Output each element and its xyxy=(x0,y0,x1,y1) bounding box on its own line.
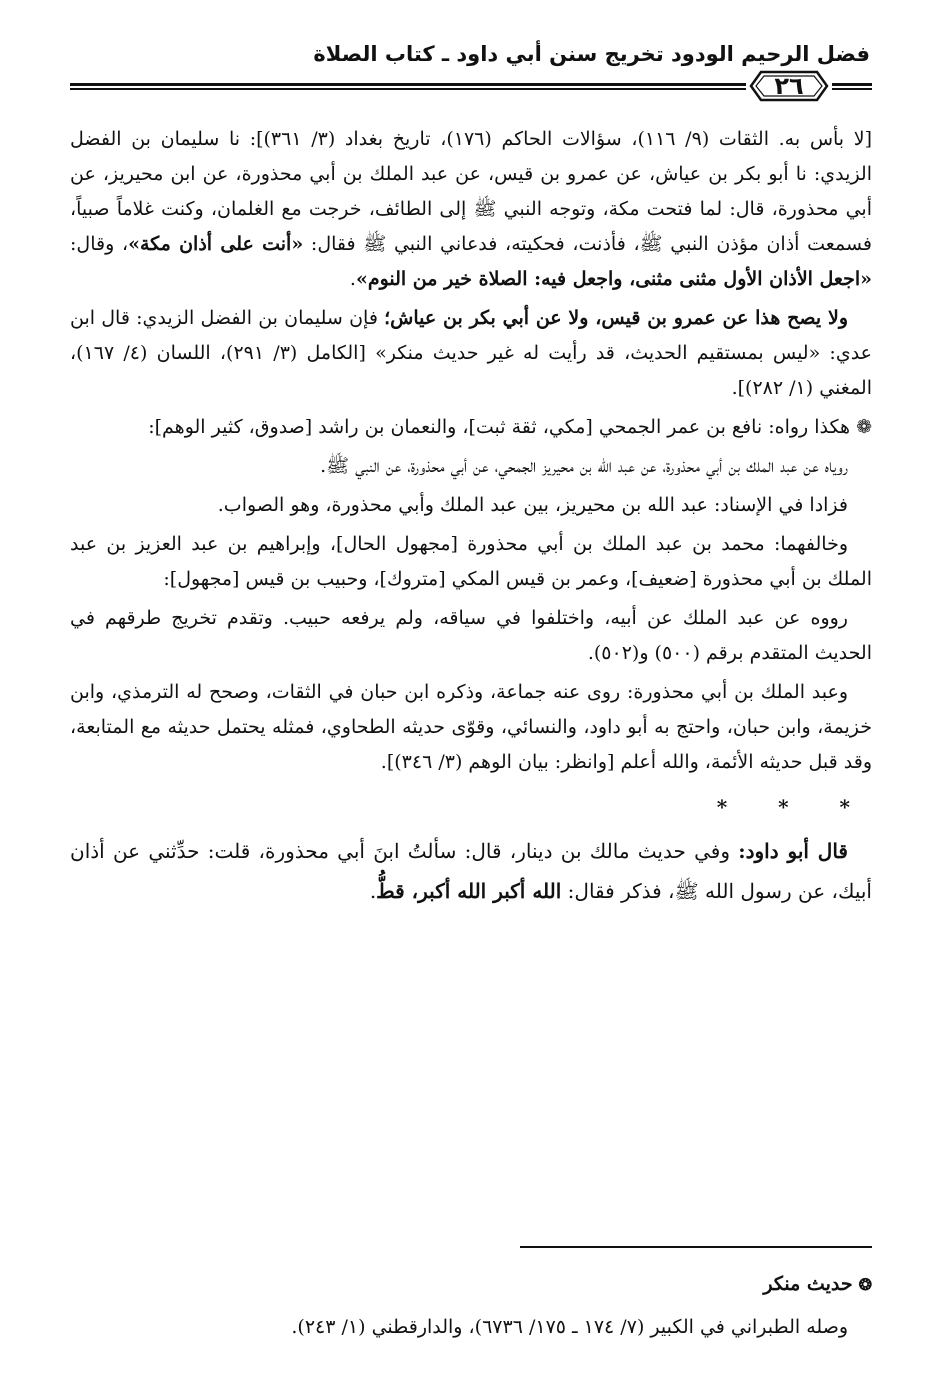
hadith-quote: «أنت على أذان مكة» xyxy=(128,233,304,255)
paragraph-text: هكذا رواه: نافع بن عمر الجمحي [مكي، ثقة ثبت]، والنعمان بن راشد [صدوق، كثير الوهم]: xyxy=(148,416,851,438)
paragraph-text: . xyxy=(369,879,377,903)
paragraph xyxy=(70,122,872,297)
paragraph-text: فإن سليمان بن الفضل الزيدي: قال ابن عدي: «ليس بمستقيم الحديث، قد رأيت له غير حديث منكر» [الكامل (٣/ ٢٩١)، اللسان (٤/ ١٦٧)، المغني (١/ ٢٨٢)]. xyxy=(70,307,873,399)
paragraph xyxy=(70,410,872,445)
paragraph-text: [لا بأس به. الثقات (٩/ ١١٦)، سؤالات الحاكم (١٧٦)، تاريخ بغداد (٣/ ٣٦١)]: نا سليمان بن الفضل الزيدي: نا أبو بكر بن عياش، عن عمرو بن قيس، عن عبد الملك بن أبي محذورة، عن ابن محيريز، عن أبي محذورة، قال: لما فتحت مكة، وتوجه النبي ﷺ إلى الطائف، خرجت مع الغلمان، وكنت غلاماً صبياً، فسمعت أذان مؤذن النبي ﷺ، فأذنت، فحكيته، فدعاني النبي ﷺ فقال: xyxy=(70,128,872,255)
abu-dawud-text xyxy=(70,831,872,911)
paragraph-text: . xyxy=(349,268,356,290)
paragraph-text: وعبد الملك بن أبي محذورة: روى عنه جماعة، وذكره ابن حبان في الثقات، وصحح له الترمذي، وابن خزيمة، وابن حبان، واحتج به أبو داود، والنسائي، وقوّى حديثه الطحاوي، فمثله يحتمل حديثه مع المتابعة، وقد قبل حديثه الأئمة، والله أعلم [وانظر: بيان الوهم (٣/ ٣٤٦)]. xyxy=(70,681,872,773)
paragraph xyxy=(70,675,872,780)
footnote-heading-text: حديث منكر xyxy=(763,1273,853,1295)
footnote-text: وصله الطبراني في الكبير (٧/ ١٧٤ ـ ١٧٥/ ٦٧٣٦)، والدارقطني (١/ ٢٤٣). xyxy=(291,1316,848,1338)
header-rule xyxy=(70,83,746,86)
page-number-frame xyxy=(745,66,833,106)
header-rule-right xyxy=(832,83,872,86)
running-header-title: فضل الرحيم الودود تخريج سنن أبي داود ـ كتاب الصلاة xyxy=(313,42,870,66)
paragraph-text: وفي حديث مالك بن دينار، قال: سألتُ ابنَ أبي محذورة، قلت: حدِّثني عن أذان أبيك، عن رسول الله ﷺ، فذكر فقال: xyxy=(70,839,872,903)
hadith-quote: الله أكبر الله أكبر، قطُّ xyxy=(376,879,562,903)
paragraph-text: وخالفهما: محمد بن عبد الملك بن أبي محذورة [مجهول الحال]، وإبراهيم بن عبد العزيز بن عبد الملك بن أبي محذورة [ضعيف]، وعمر بن قيس المكي [متروك]، وحبيب بن قيس [مجهول]: xyxy=(70,533,872,590)
section-marker-icon: ❁ xyxy=(856,416,872,438)
paragraph-text: فزادا في الإسناد: عبد الله بن محيريز، بين عبد الملك وأبي محذورة، وهو الصواب. xyxy=(217,494,848,516)
paragraph-text: رووه عن عبد الملك عن أبيه، واختلفوا في سياقه، ولم يرفعه حبيب. وتقدم تخريج طرقهم في الحديث المتقدم برقم (٥٠٠) و(٥٠٢). xyxy=(70,607,872,664)
ruling-statement: ولا يصح هذا عن عمرو بن قيس، ولا عن أبي بكر بن عياش؛ xyxy=(384,307,849,329)
header-rule-right-thin xyxy=(832,88,872,90)
section-separator: * * * xyxy=(716,795,872,819)
paragraph-text: روياه عن عبد الملك بن أبي محذورة، عن عبد الله بن محيريز الجمحي، عن أبي محذورة، عن النبي ﷺ. xyxy=(320,455,848,477)
paragraph xyxy=(70,488,872,523)
footnote-heading xyxy=(763,1270,872,1299)
paragraph xyxy=(70,301,872,406)
paragraph-text: ، وقال: xyxy=(70,233,129,255)
paragraph xyxy=(70,527,872,597)
abu-dawud-label: قال أبو داود: xyxy=(738,839,848,863)
main-text xyxy=(70,122,872,915)
footnote-marker-icon: ❂ xyxy=(858,1275,872,1294)
header-rule-thin xyxy=(70,88,746,90)
page-number: ٢٦ xyxy=(774,72,804,100)
paragraph xyxy=(70,449,872,484)
paragraph xyxy=(70,601,872,671)
hadith-quote: «اجعل الأذان الأول مثنى مثنى، واجعل فيه: الصلاة خير من النوم» xyxy=(355,268,872,290)
footnote-divider xyxy=(520,1246,872,1248)
